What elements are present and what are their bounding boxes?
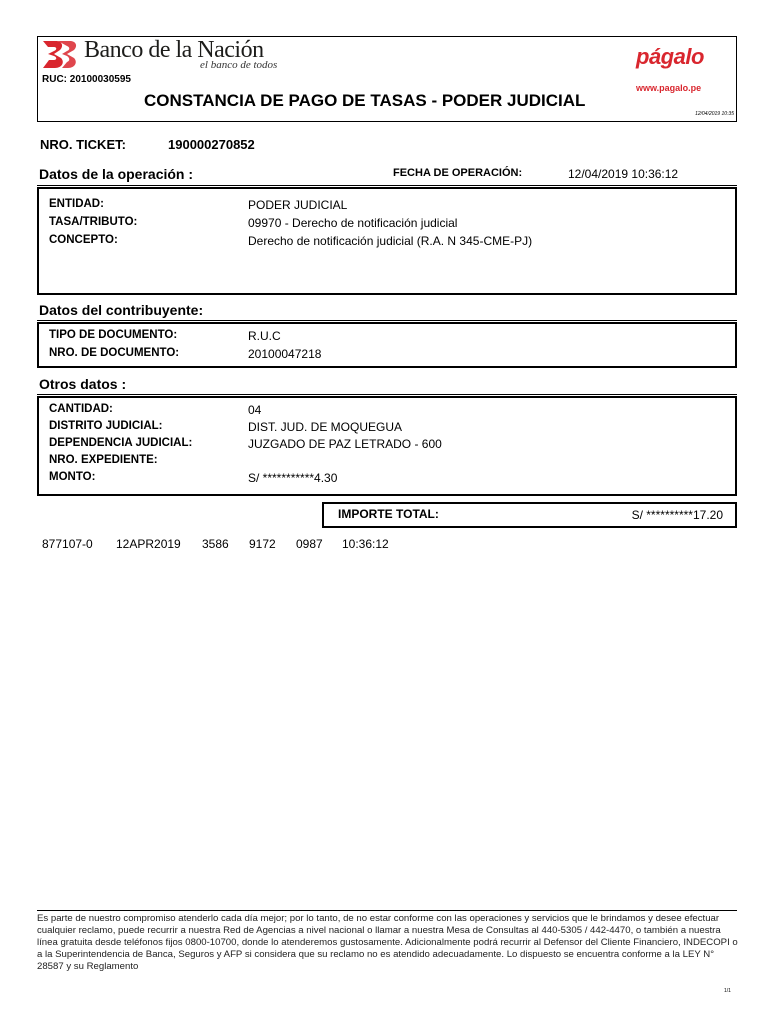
amount-label: MONTO: xyxy=(49,471,96,483)
document-title: CONSTANCIA DE PAGO DE TASAS - PODER JUDICIAL xyxy=(144,91,586,110)
print-timestamp: 12/04/2019 10:35 xyxy=(695,111,734,117)
trace-code: 0987 xyxy=(296,537,323,551)
trace-code: 9172 xyxy=(249,537,276,551)
section-divider xyxy=(37,320,737,321)
judicial-district-label: DISTRITO JUDICIAL: xyxy=(49,420,163,432)
detail-row xyxy=(49,437,729,453)
entity-label: ENTIDAD: xyxy=(49,198,104,210)
document-number-label: NRO. DE DOCUMENTO: xyxy=(49,347,180,359)
detail-row xyxy=(49,403,729,419)
document-number-value: 20100047218 xyxy=(248,347,322,361)
footer-divider xyxy=(37,910,737,911)
taxpayer-details-box xyxy=(37,322,737,368)
bank-name: Banco de la Nación xyxy=(84,37,264,63)
judicial-dependency-label: DEPENDENCIA JUDICIAL: xyxy=(49,437,193,449)
detail-row xyxy=(49,216,729,232)
operation-details-box xyxy=(37,187,737,295)
page-number: 1/1 xyxy=(724,988,731,994)
amount-value: S/ ***********4.30 xyxy=(248,471,338,485)
trace-time: 10:36:12 xyxy=(342,537,389,551)
document-header xyxy=(37,36,737,122)
other-data-section-title: Otros datos : xyxy=(39,376,127,392)
detail-row xyxy=(49,329,729,345)
fee-value: 09970 - Derecho de notificación judicial xyxy=(248,216,458,230)
taxpayer-section-title: Datos del contribuyente: xyxy=(39,302,204,318)
total-amount-value: S/ **********17.20 xyxy=(631,508,723,522)
quantity-label: CANTIDAD: xyxy=(49,403,113,415)
pagalo-url[interactable]: www.pagalo.pe xyxy=(636,83,702,93)
judicial-district-value: DIST. JUD. DE MOQUEGUA xyxy=(248,420,403,434)
operation-section-title: Datos de la operación : xyxy=(39,166,194,182)
ticket-label: NRO. TICKET: xyxy=(40,137,126,152)
detail-row xyxy=(49,420,729,436)
trace-code: 3586 xyxy=(202,537,229,551)
total-amount-box xyxy=(322,502,737,528)
concept-label: CONCEPTO: xyxy=(49,234,118,246)
pagalo-logo: págalo xyxy=(636,44,704,69)
trace-date: 12APR2019 xyxy=(116,537,181,551)
trace-code: 877107-0 xyxy=(42,537,93,551)
section-divider xyxy=(37,185,737,186)
bank-slogan: el banco de todos xyxy=(200,59,278,71)
detail-row xyxy=(49,198,729,214)
concept-value: Derecho de notificación judicial (R.A. N 345-CME-PJ) xyxy=(248,234,533,248)
other-details-box xyxy=(37,396,737,496)
operation-date-label: FECHA DE OPERACIÓN: xyxy=(393,167,523,179)
judicial-dependency-value: JUZGADO DE PAZ LETRADO - 600 xyxy=(248,437,442,451)
operation-date-value: 12/04/2019 10:36:12 xyxy=(568,167,679,181)
footer-disclaimer: Es parte de nuestro compromiso atenderlo cada día mejor; por lo tanto, de no estar conforme con las operaciones y servicios que le brindamos y desee efectuar cualquier reclamo, puede recurrir a nuestra Red de Agencias a nivel nacional o llamar a nuestra Mesa de Consultas al 440-5305 / 442-4470, o también a nuestra línea gratuita desde teléfonos fijos 0800-10700, donde lo atenderemos gustosamente. Adicionalmente podrá recurrir al Defensor del Cliente Financiero, INDECOPI o a la Superintendencia de Banca, Seguros y AFP si considera que su reclamo no es atendido adecuadamente. Lo dispuesto se encuentra conforme a la LEY N° 28587 y su Reglamento xyxy=(37,913,738,972)
total-amount-label: IMPORTE TOTAL: xyxy=(338,507,439,521)
detail-row xyxy=(49,234,729,250)
bank-ruc: RUC: 20100030595 xyxy=(42,74,131,85)
detail-row xyxy=(49,471,729,487)
entity-value: PODER JUDICIAL xyxy=(248,198,348,212)
banco-de-la-nacion-logo-icon xyxy=(40,38,84,70)
fee-label: TASA/TRIBUTO: xyxy=(49,216,138,228)
document-type-value: R.U.C xyxy=(248,329,281,343)
ticket-number: 190000270852 xyxy=(168,137,255,152)
detail-row xyxy=(49,347,729,363)
case-number-label: NRO. EXPEDIENTE: xyxy=(49,454,158,466)
document-type-label: TIPO DE DOCUMENTO: xyxy=(49,329,178,341)
detail-row xyxy=(49,454,729,470)
quantity-value: 04 xyxy=(248,403,262,417)
section-divider xyxy=(37,394,737,395)
